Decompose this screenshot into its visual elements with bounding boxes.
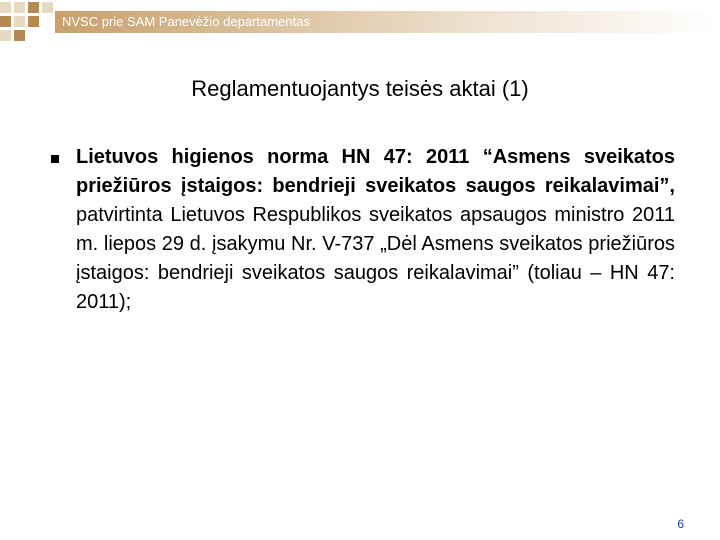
- slide-title: Reglamentuojantys teisės aktai (1): [191, 76, 529, 101]
- bullet-bold-text: Lietuvos higienos norma HN 47: 2011 “Asmens sveikatos priežiūros įstaigos: bendrieji sveikatos saugos reikalavimai”,: [76, 146, 675, 197]
- bullet-regular-text: patvirtinta Lietuvos Respublikos sveikatos apsaugos ministro 2011 m. liepos 29 d. įsakymu Nr. V-737 „Dėl Asmens sveikatos priežiūros įstaigos: bendrieji sveikatos saugos reikalavimai” (toliau – HN 47: 2011);: [76, 204, 675, 313]
- decorative-squares: [0, 0, 60, 45]
- bullet-paragraph: [76, 143, 675, 317]
- bullet-square-icon: [51, 155, 59, 163]
- page-number: 6: [677, 517, 684, 531]
- header-text: NVSC prie SAM Panevėžio departamentas: [62, 14, 310, 29]
